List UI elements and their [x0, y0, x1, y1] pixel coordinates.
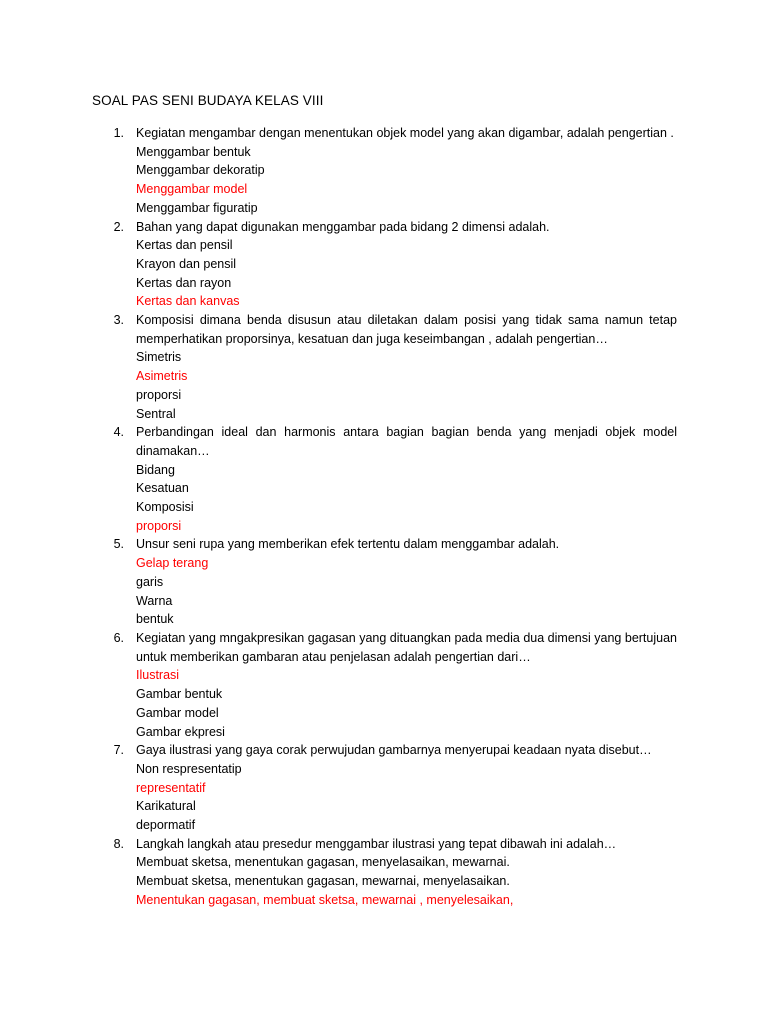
answer-option: Menggambar figuratip	[136, 200, 258, 215]
question-item	[0, 311, 768, 423]
answer-options	[0, 143, 768, 218]
answer-options	[0, 461, 768, 536]
question-number: 7.	[113, 743, 124, 758]
question-text: Komposisi dimana benda disusun atau diletakan dalam posisi yang tidak sama namun tetap memperhatikan proporsinya, kesatuan dan juga keseimbangan , adalah pengertian…	[136, 313, 677, 346]
answer-option: Simetris	[136, 350, 182, 365]
question-number: 5.	[113, 537, 124, 552]
answer-options	[0, 348, 768, 423]
answer-option-correct: Gelap terang	[136, 556, 209, 571]
answer-option-correct: representatif	[136, 780, 206, 795]
answer-option: proporsi	[136, 387, 182, 402]
question-number: 8.	[113, 836, 124, 851]
question-text: Kegiatan yang mngakpresikan gagasan yang dituangkan pada media dua dimensi yang bertujuan untuk memberikan gambaran atau penjelasan adalah pengertian dari…	[136, 630, 677, 664]
answer-option: Menggambar bentuk	[136, 144, 251, 159]
answer-options	[0, 760, 768, 835]
answer-option: Kertas dan rayon	[136, 275, 232, 290]
question-item	[0, 218, 768, 312]
answer-options	[0, 236, 768, 311]
question-text: Perbandingan ideal dan harmonis antara bagian bagian benda yang menjadi objek model dinamakan…	[136, 425, 677, 458]
answer-option: Karikatural	[136, 799, 196, 814]
answer-option: Membuat sketsa, menentukan gagasan, mewarnai, menyelasaikan.	[136, 874, 510, 889]
answer-option: Gambar ekpresi	[136, 724, 225, 739]
answer-options	[0, 666, 768, 741]
question-text: Kegiatan mengambar dengan menentukan objek model yang akan digambar, adalah pengertian .	[136, 126, 674, 140]
answer-option: Kertas dan pensil	[136, 238, 233, 253]
answer-option: Kesatuan	[136, 481, 189, 496]
question-text: Unsur seni rupa yang memberikan efek tertentu dalam menggambar adalah.	[136, 537, 560, 552]
question-list	[0, 124, 768, 910]
answer-option: garis	[136, 574, 164, 589]
answer-option-correct: Menentukan gagasan, membuat sketsa, mewarnai , menyelesaikan,	[136, 892, 514, 907]
answer-option: Bidang	[136, 462, 175, 477]
question-number: 1.	[113, 126, 124, 140]
question-item	[0, 124, 768, 218]
question-item	[0, 535, 768, 629]
question-text: Bahan yang dapat digunakan menggambar pada bidang 2 dimensi adalah.	[136, 219, 550, 234]
question-number: 4.	[113, 425, 124, 440]
answer-option: Gambar model	[136, 705, 219, 720]
answer-option-correct: Ilustrasi	[136, 668, 180, 683]
question-item	[0, 423, 768, 535]
answer-option-correct: Menggambar model	[136, 182, 248, 197]
answer-option: Gambar bentuk	[136, 687, 223, 702]
question-number: 3.	[113, 313, 124, 328]
answer-option: Menggambar dekoratip	[136, 163, 265, 178]
answer-option: Non respresentatip	[136, 761, 242, 776]
answer-options	[0, 853, 768, 909]
answer-option: Krayon dan pensil	[136, 256, 237, 271]
answer-option: depormatif	[136, 818, 196, 833]
answer-option: Membuat sketsa, menentukan gagasan, menyelasaikan, mewarnai.	[136, 855, 510, 870]
answer-option: Warna	[136, 593, 173, 608]
answer-option-correct: Asimetris	[136, 369, 188, 384]
question-item	[0, 629, 768, 741]
answer-options	[0, 554, 768, 629]
question-number: 2.	[113, 219, 124, 234]
answer-option: Komposisi	[136, 500, 194, 515]
question-item	[0, 835, 768, 910]
answer-option: Sentral	[136, 406, 176, 421]
question-text: Langkah langkah atau presedur menggambar ilustrasi yang tepat dibawah ini adalah…	[136, 836, 617, 851]
answer-option-correct: proporsi	[136, 518, 182, 533]
question-item	[0, 741, 768, 835]
answer-option: bentuk	[136, 612, 174, 627]
page-title: SOAL PAS SENI BUDAYA KELAS VIII	[92, 93, 324, 108]
question-text: Gaya ilustrasi yang gaya corak perwujudan gambarnya menyerupai keadaan nyata disebut…	[136, 743, 652, 758]
question-number: 6.	[113, 630, 124, 645]
answer-option-correct: Kertas dan kanvas	[136, 294, 240, 309]
